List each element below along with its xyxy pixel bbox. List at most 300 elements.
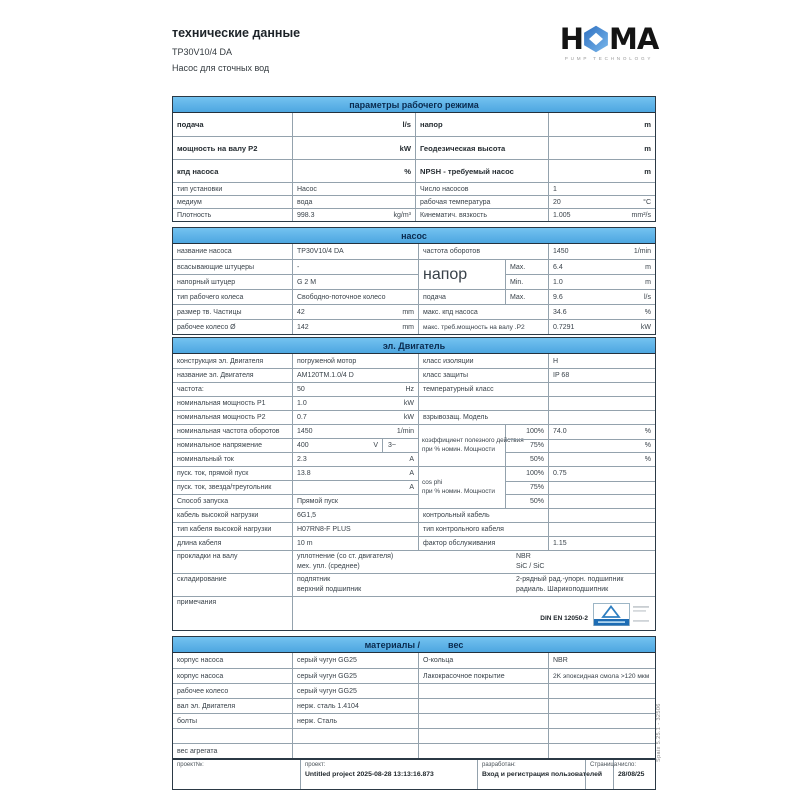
motor-table-body <box>173 354 655 550</box>
row-label: NPSH - требуемый насос <box>416 160 549 182</box>
table-title-band: насос <box>173 228 655 244</box>
homa-logo-wordmark <box>556 24 662 54</box>
table-row <box>419 522 655 536</box>
row-label: размер тв. Частицы <box>173 305 293 319</box>
table-row <box>173 136 655 159</box>
row-label: номинальная мощность P2 <box>173 411 293 424</box>
row-value-cell <box>549 729 655 743</box>
row-value-cell <box>293 523 419 536</box>
row-label: контрольный кабель <box>419 509 549 522</box>
row-value-cell: серый чугун GG25 <box>293 653 419 668</box>
head-maxmin-rows <box>506 260 655 289</box>
row-value-cell <box>293 209 416 221</box>
row-label: макс. кпд насоса <box>419 305 549 319</box>
unit-label: mm <box>402 308 414 316</box>
unit-label: kW <box>403 414 414 421</box>
row-label: номинальный ток <box>173 453 293 466</box>
min-label: Min. <box>506 275 549 289</box>
row-value-cell <box>549 397 655 410</box>
percent-label: 100% <box>506 467 549 481</box>
row-label: тип установки <box>173 183 293 195</box>
row-value-cell <box>293 320 419 334</box>
value: G 2 M <box>297 278 317 286</box>
seal-material-1: NBR <box>516 553 531 560</box>
value: 2.3 <box>297 456 307 463</box>
value: 9.6 <box>553 293 563 301</box>
unit-label: l/s <box>644 293 651 301</box>
page-title: технические данные <box>172 26 301 40</box>
row-value-cell <box>549 509 655 522</box>
page-cell <box>586 760 619 789</box>
row-value-cell <box>293 495 419 508</box>
table-row <box>506 425 655 439</box>
row-label: макс. треб.мощность на валу .P2 <box>419 320 549 334</box>
value: Прямой пуск <box>297 498 338 505</box>
row-value-cell <box>549 467 655 481</box>
row-label: тип кабеля высокой нагрузки <box>173 523 293 536</box>
row-label <box>419 684 549 698</box>
pump-type-subtitle: Насос для сточных вод <box>172 63 270 73</box>
value: IP 68 <box>553 372 570 379</box>
row-value-cell: серый чугун GG25 <box>293 669 419 683</box>
voltage-row <box>173 438 419 452</box>
row-value-cell <box>293 744 419 758</box>
table-row <box>419 508 655 522</box>
table-row <box>173 668 655 683</box>
value: 20 <box>553 198 561 206</box>
table-row <box>173 182 655 195</box>
value: - <box>297 263 300 271</box>
row-value-cell: нерж. Сталь <box>293 714 419 728</box>
unit-label: m <box>644 143 651 153</box>
table-row <box>419 410 655 424</box>
row-value-cell <box>549 275 655 289</box>
value: H <box>553 357 559 365</box>
row-label <box>419 729 549 743</box>
efficiency-label-line1: коэффициент полезного действия <box>422 437 524 444</box>
bearing-type-1: 2-рядный рад.-упорн. подшипник <box>516 576 624 583</box>
value: Свободно-поточное колесо <box>297 293 386 301</box>
value: 6G1,5 <box>297 512 317 519</box>
software-version-note: Spaix 5.25.1 - 32506 <box>656 703 662 762</box>
bearing-position-2: верхний подшипник <box>297 586 362 593</box>
row-label: пуск. ток, звезда/треугольник <box>173 481 293 494</box>
row-value-cell <box>293 160 416 182</box>
table-row <box>419 368 655 382</box>
unit-label: V <box>373 442 378 449</box>
row-value-cell <box>293 196 416 208</box>
unit-label: A <box>409 484 414 491</box>
row-value-cell <box>549 744 655 758</box>
table-row <box>173 728 655 743</box>
pump-table <box>172 227 656 335</box>
efficiency-block <box>419 424 655 466</box>
row-label <box>419 397 549 410</box>
table-row <box>173 466 419 480</box>
row-label: пуск. ток, прямой пуск <box>173 467 293 480</box>
row-value-cell <box>293 369 419 382</box>
notes-content <box>293 597 655 630</box>
unit-label: l/s <box>402 120 411 129</box>
value: 1.005 <box>553 211 571 219</box>
row-value-cell <box>549 160 655 182</box>
table-row <box>173 304 419 319</box>
table-row <box>419 319 655 334</box>
row-label: тип контрольного кабеля <box>419 523 549 536</box>
seal-position-2: мех. упл. (среднее) <box>297 563 360 570</box>
row-label <box>173 729 293 743</box>
table-row <box>173 683 655 698</box>
unit-label: m <box>644 166 651 176</box>
table-row <box>506 452 655 466</box>
row-value-cell <box>549 495 655 508</box>
row-value-cell <box>293 183 416 195</box>
row-label: фактор обслуживания <box>419 537 549 550</box>
row-value-cell <box>549 209 655 221</box>
row-value-cell <box>293 244 419 259</box>
date-value: 28/08/25 <box>618 771 645 778</box>
row-label: вал эл. Двигателя <box>173 699 293 713</box>
notes-row <box>173 596 655 630</box>
project-name-cell <box>301 760 478 789</box>
percent-label: 100% <box>506 425 549 439</box>
row-value-cell <box>549 113 655 136</box>
value: 998.3 <box>297 211 315 219</box>
row-label: мощность на валу P2 <box>173 137 293 159</box>
row-value-cell <box>549 369 655 382</box>
row-label: рабочее колесо Ø <box>173 320 293 334</box>
value: 1.15 <box>553 540 567 547</box>
project-number-cell <box>173 760 301 789</box>
unit-label: % <box>644 428 651 436</box>
value: 400 <box>297 442 309 449</box>
voltage-value-cell <box>293 439 419 452</box>
row-label: корпус насоса <box>173 653 293 668</box>
row-value-cell <box>549 699 655 713</box>
logo-letters-ma: MA <box>608 22 659 56</box>
efficiency-label-line2: при % номин. Мощности <box>422 445 495 453</box>
row-label: корпус насоса <box>173 669 293 683</box>
table-row <box>173 653 655 668</box>
row-label: вес агрегата <box>173 744 293 758</box>
row-value-cell <box>293 275 419 289</box>
cosphi-rows <box>506 467 655 508</box>
value: 6.4 <box>553 263 563 271</box>
date-label: число: <box>618 762 637 768</box>
row-value-cell <box>293 537 419 550</box>
row-value-cell <box>293 411 419 424</box>
cosphi-label-line2: при % номин. Мощности <box>422 487 495 495</box>
row-label: Число насосов <box>416 183 549 195</box>
value: TP30V10/4 DA <box>297 248 344 255</box>
row-value-cell <box>293 397 419 410</box>
bearing-types <box>467 574 655 596</box>
project-name-value: Untitled project 2025-08-28 13:13:16.873 <box>305 771 434 778</box>
value: 1450 <box>553 248 569 255</box>
row-value-cell <box>549 440 655 453</box>
cosphi-label-line1: cos phi <box>422 479 443 486</box>
row-label <box>419 714 549 728</box>
din-certification-badge-icon <box>593 603 651 627</box>
table-row <box>506 274 655 289</box>
row-label: кабель высокой нагрузки <box>173 509 293 522</box>
bearing-row <box>173 573 655 596</box>
unit-label: m <box>644 120 651 129</box>
materials-title: материалы / <box>364 639 421 650</box>
unit-label: % <box>644 442 651 450</box>
table-row <box>419 354 655 368</box>
row-label: частота оборотов <box>419 244 549 259</box>
table-row <box>173 382 419 396</box>
developed-by-label: разработан: <box>482 762 516 768</box>
value: 13.8 <box>297 470 311 477</box>
row-label: Плотность <box>173 209 293 221</box>
row-label: Геодезическая высота <box>416 137 549 159</box>
row-value-cell <box>549 411 655 424</box>
table-row <box>173 244 419 259</box>
table-row <box>419 382 655 396</box>
value: 42 <box>297 308 305 316</box>
row-value-cell <box>549 305 655 319</box>
row-value-cell: серый чугун GG25 <box>293 684 419 698</box>
row-value-cell: NBR <box>553 657 568 664</box>
row-value-cell: нерж. сталь 1.4104 <box>293 699 419 713</box>
row-value-cell <box>549 425 655 439</box>
table-row <box>419 396 655 410</box>
row-label: класс защиты <box>419 369 549 382</box>
table-row <box>506 439 655 453</box>
row-value-cell <box>293 260 419 274</box>
percent-label: 50% <box>506 495 549 508</box>
percent-label: 75% <box>506 482 549 495</box>
row-value-cell: 2K эпоксидная смола >120 мкм <box>553 672 650 680</box>
table-row <box>173 713 655 728</box>
row-label: прокладки на валу <box>173 551 293 573</box>
row-label: рабочая температура <box>416 196 549 208</box>
value: 0.75 <box>553 470 567 478</box>
table-row <box>173 743 655 758</box>
unit-label: kW <box>399 143 411 153</box>
max-label: Max. <box>506 290 549 304</box>
unit-label: 1/min <box>633 248 651 255</box>
materials-table <box>172 636 656 759</box>
value: H07RN8-F PLUS <box>297 526 351 533</box>
bearing-positions <box>293 574 467 596</box>
row-label: Кинематич. вязкость <box>416 209 549 221</box>
row-value-cell <box>293 305 419 319</box>
row-value-cell <box>549 320 655 334</box>
table-row <box>506 467 655 481</box>
row-label: напор <box>419 260 506 289</box>
seal-positions <box>293 551 467 573</box>
head-maxmin-block <box>419 259 655 289</box>
table-row <box>173 368 419 382</box>
row-value-cell <box>293 383 419 396</box>
pump-table-right <box>419 244 655 334</box>
value: погруженой мотор <box>297 357 357 365</box>
table-row <box>419 244 655 259</box>
footer-info-bar <box>172 759 656 790</box>
row-value-cell <box>549 684 655 698</box>
table-row <box>173 259 419 274</box>
pump-model: TP30V10/4 DA <box>172 47 233 57</box>
row-label: Способ запуска <box>173 495 293 508</box>
unit-label: % <box>404 166 411 176</box>
row-label <box>419 425 524 466</box>
row-value-cell <box>293 425 419 438</box>
table-row <box>173 289 419 304</box>
table-row <box>173 159 655 182</box>
row-label: рабочее колесо <box>173 684 293 698</box>
developed-by-value: Вход и регистрация пользователей <box>482 771 603 778</box>
table-row <box>173 396 419 410</box>
developed-by-cell <box>478 760 603 789</box>
unit-label: kW <box>403 400 414 407</box>
project-name-label: проект: <box>305 762 326 768</box>
bearing-type-2: радиаль. Шарикоподшипник <box>516 586 609 593</box>
row-label: медиум <box>173 196 293 208</box>
row-value-cell <box>293 509 419 522</box>
motor-table <box>172 337 656 631</box>
row-label <box>419 699 549 713</box>
row-label: подача <box>419 290 506 304</box>
row-value-cell <box>549 482 655 495</box>
table-row <box>173 410 419 424</box>
unit-label: mm²/s <box>631 211 651 219</box>
row-label: тип рабочего колеса <box>173 290 293 304</box>
row-label: О-кольца <box>419 653 549 668</box>
logo-letter-h: H <box>559 22 583 56</box>
shaft-seals-row <box>173 550 655 573</box>
row-value-cell <box>293 481 419 494</box>
value: 50 <box>297 386 305 393</box>
table-row <box>173 424 419 438</box>
row-value-cell <box>549 290 655 304</box>
value: 1.0 <box>553 278 563 286</box>
unit-label: 1/min <box>396 428 414 435</box>
homa-logo-hexagon-icon <box>582 24 610 54</box>
unit-label: A <box>409 456 414 463</box>
row-label: частота: <box>173 383 293 396</box>
table-row <box>173 494 419 508</box>
row-label <box>419 467 506 508</box>
row-value-cell <box>549 183 655 195</box>
cosphi-block <box>419 466 655 508</box>
din-standard-label: DIN EN 12050-2 <box>540 615 588 622</box>
value: AM120TM.1.0/4 D <box>297 372 354 379</box>
row-value-cell <box>293 354 419 368</box>
row-label: название эл. Двигателя <box>173 369 293 382</box>
project-number-label: проект№: <box>177 762 204 768</box>
percent-label: 75% <box>506 440 549 453</box>
homa-logo <box>556 24 662 61</box>
table-title-band: параметры рабочего режима <box>173 97 655 113</box>
row-label: конструкция эл. Двигателя <box>173 354 293 368</box>
row-value-cell <box>549 453 655 466</box>
row-label <box>419 744 549 758</box>
row-value-cell <box>549 137 655 159</box>
table-row <box>173 480 419 494</box>
row-label: всасывающие штуцеры <box>173 260 293 274</box>
row-label: напор <box>416 113 549 136</box>
unit-label: A <box>409 470 414 477</box>
table-row <box>506 260 655 274</box>
value: вода <box>297 198 313 206</box>
unit-label: kW <box>640 323 651 331</box>
bearing-position-1: подпятник <box>297 576 331 583</box>
table-row <box>173 274 419 289</box>
row-label: длина кабеля <box>173 537 293 550</box>
weight-title: вес <box>448 639 464 650</box>
table-row <box>506 481 655 495</box>
row-value-cell <box>293 729 419 743</box>
logo-tagline: PUMP TECHNOLOGY <box>564 56 654 61</box>
table-row <box>173 536 419 550</box>
percent-label: 50% <box>506 453 549 466</box>
table-row <box>173 319 419 334</box>
row-value-cell <box>549 260 655 274</box>
row-value-cell <box>293 467 419 480</box>
row-value-cell <box>293 137 416 159</box>
unit-label: mm <box>402 323 414 331</box>
value: 1.0 <box>297 400 307 407</box>
row-label: напорный штуцер <box>173 275 293 289</box>
pump-table-left <box>173 244 419 334</box>
row-value-cell <box>549 244 655 259</box>
row-value-cell <box>293 290 419 304</box>
unit-label: m <box>645 278 651 286</box>
table-title-band: эл. Двигатель <box>173 338 655 354</box>
unit-label: °C <box>643 198 651 206</box>
table-row <box>173 354 419 368</box>
row-value-cell <box>549 523 655 536</box>
table-row <box>419 289 655 304</box>
row-label: подача <box>173 113 293 136</box>
row-label: название насоса <box>173 244 293 259</box>
seal-material-2: SiC / SiC <box>516 563 545 570</box>
value: 1450 <box>297 428 313 435</box>
unit-label: % <box>644 456 651 464</box>
pump-table-body <box>173 244 655 334</box>
row-label: примечания <box>173 597 293 630</box>
table-row <box>173 522 419 536</box>
value: 142 <box>297 323 309 331</box>
row-label: складирование <box>173 574 293 596</box>
value: 34.6 <box>553 308 567 316</box>
unit-label: % <box>644 308 651 316</box>
seal-materials <box>467 551 655 573</box>
value: Насос <box>297 185 317 193</box>
row-value-cell <box>549 714 655 728</box>
efficiency-rows <box>506 425 655 466</box>
unit-label: Hz <box>405 386 414 393</box>
value: 0.7 <box>297 414 307 421</box>
row-label: болты <box>173 714 293 728</box>
row-label: номинальная мощность P1 <box>173 397 293 410</box>
table-row <box>506 494 655 508</box>
max-label: Max. <box>506 260 549 274</box>
row-label: номинальное напряжение <box>173 439 293 452</box>
unit-label: m <box>645 263 651 271</box>
table-row <box>419 536 655 550</box>
row-label: температурный класс <box>419 383 549 396</box>
seal-position-1: уплотнение (со ст. двигателя) <box>297 553 394 560</box>
motor-table-right <box>419 354 655 550</box>
table-row <box>173 508 419 522</box>
row-value-cell <box>549 383 655 396</box>
table-row <box>173 113 655 136</box>
phase-label: 3~ <box>388 442 396 449</box>
